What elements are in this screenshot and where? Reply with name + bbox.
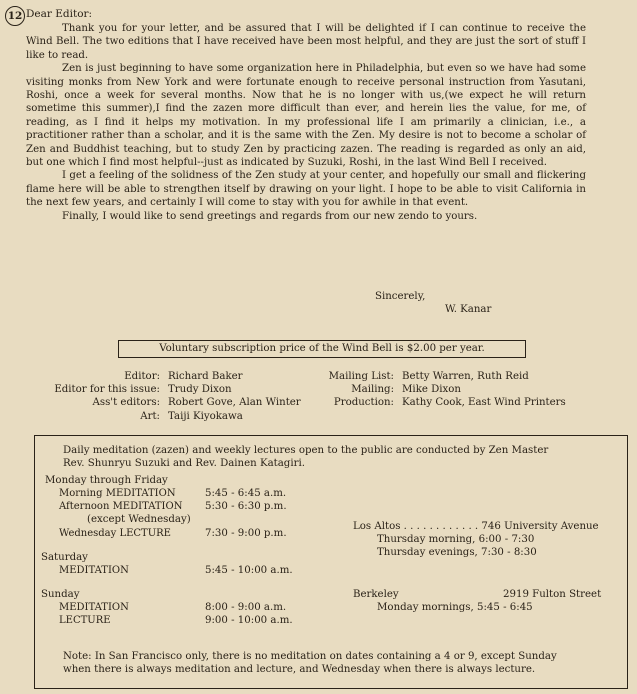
letter-body <box>26 22 586 223</box>
saturday-header: Saturday <box>41 552 88 563</box>
los-altos-evening: Thursday evenings, 7:30 - 8:30 <box>377 547 537 558</box>
wednesday-lecture-label: Wednesday LECTURE <box>59 528 171 539</box>
staff-value: Kathy Cook, East Wind Printers <box>402 397 566 409</box>
staff-row <box>300 383 566 396</box>
schedule-intro: Rev. Shunryu Suzuki and Rev. Dainen Katagiri. <box>63 458 305 469</box>
berkeley-hours: Monday mornings, 5:45 - 6:45 <box>377 602 533 613</box>
staff-value: Robert Gove, Alan Winter <box>168 397 301 409</box>
letter-paragraph: Finally, I would like to send greetings and regards from our new zendo to yours. <box>62 210 478 222</box>
letter-salutation: Dear Editor: <box>26 8 93 20</box>
staff-value: Mike Dixon <box>402 384 461 396</box>
staff-label: Art: <box>140 410 160 422</box>
staff-value: Taiji Kiyokawa <box>168 410 243 422</box>
wednesday-lecture-time: 7:30 - 9:00 p.m. <box>205 528 287 539</box>
morning-meditation-time: 5:45 - 6:45 a.m. <box>205 488 287 499</box>
page-number: 12 <box>5 6 25 26</box>
staff-row <box>30 396 301 409</box>
weekday-header: Monday through Friday <box>45 475 168 486</box>
schedule-box <box>34 435 628 689</box>
staff-row <box>30 370 301 383</box>
letter-paragraph: Thank you for your letter, and be assured that I will be delighted if I can continue to receive the Wind Bell. The two editions that I have received have been most helpful, and they are just the sort of stuff I like to read. <box>26 23 586 61</box>
staff-row <box>30 383 301 396</box>
sunday-header: Sunday <box>41 589 80 600</box>
staff-label: Editor for this issue: <box>54 384 160 396</box>
afternoon-meditation-label: Afternoon MEDITATION <box>59 501 183 512</box>
sunday-meditation-label: MEDITATION <box>59 602 129 613</box>
berkeley-address: 2919 Fulton Street <box>503 589 602 600</box>
sunday-meditation-time: 8:00 - 9:00 a.m. <box>205 602 287 613</box>
los-altos-morning: Thursday morning, 6:00 - 7:30 <box>377 534 535 545</box>
staff-row <box>300 396 566 409</box>
los-altos-location: Los Altos . . . . . . . . . . . . 746 University Avenue <box>353 521 599 532</box>
staff-value: Betty Warren, Ruth Reid <box>402 371 529 382</box>
signature: W. Kanar <box>445 304 492 316</box>
staff-value: Trudy Dixon <box>168 384 232 396</box>
staff-label: Mailing: <box>351 384 394 396</box>
staff-list-right <box>300 370 566 410</box>
subscription-notice: Voluntary subscription price of the Wind Bell is $2.00 per year. <box>118 340 526 358</box>
schedule-note: Note: In San Francisco only, there is no meditation on dates containing a 4 or 9, except Sunday <box>63 651 557 662</box>
saturday-meditation-label: MEDITATION <box>59 565 129 576</box>
letter-paragraph: I get a feeling of the solidness of the Zen study at your center, and hopefully our small and flickering flame here will be able to strengthen itself by drawing on your light. I hope to be able to visit California in the next few years, and certainly I will come to stay with you for awhile in that event. <box>26 170 586 209</box>
staff-label: Ass't editors: <box>92 397 160 409</box>
staff-label: Editor: <box>124 371 160 382</box>
closing-text: Sincerely, <box>375 291 426 302</box>
sunday-lecture-time: 9:00 - 10:00 a.m. <box>205 615 293 626</box>
staff-row <box>30 410 301 423</box>
sunday-lecture-label: LECTURE <box>59 615 111 626</box>
letter-closing <box>375 290 491 317</box>
berkeley-location: Berkeley <box>353 589 399 600</box>
staff-label: Production: <box>333 397 394 409</box>
staff-label: Mailing List: <box>328 371 394 382</box>
morning-meditation-label: Morning MEDITATION <box>59 488 176 499</box>
afternoon-meditation-time: 5:30 - 6:30 p.m. <box>205 501 287 512</box>
except-note: (except Wednesday) <box>87 514 191 525</box>
schedule-note: when there is always meditation and lecture, and Wednesday when there is always lecture. <box>63 664 536 675</box>
saturday-meditation-time: 5:45 - 10:00 a.m. <box>205 565 293 576</box>
staff-list-left <box>30 370 301 423</box>
staff-value: Richard Baker <box>168 371 243 382</box>
staff-row <box>300 370 566 383</box>
schedule-intro: Daily meditation (zazen) and weekly lectures open to the public are conducted by Zen Master <box>63 445 549 456</box>
letter-paragraph: Zen is just beginning to have some organization here in Philadelphia, but even so we have had some visiting monks from New York and were fortunate enough to receive personal instruction from Yasutani, Roshi, once a week for several months. Now that he is no longer with us,(we expect he will return sometime this summer),I find the zazen more difficult than ever, and herein lies the value, for me, of reading, as I find it helps my motivation. In my professional life I am primarily a clinician, i.e., a practitioner rather than a scholar, and it is the same with the Zen. My desire is not to become a scholar of Zen and Buddhist teaching, but to study Zen by practicing zazen. The reading is regarded as only an aid, but one which I find most helpful--just as indicated by Suzuki, Roshi, in the last Wind Bell I received. <box>26 63 586 169</box>
